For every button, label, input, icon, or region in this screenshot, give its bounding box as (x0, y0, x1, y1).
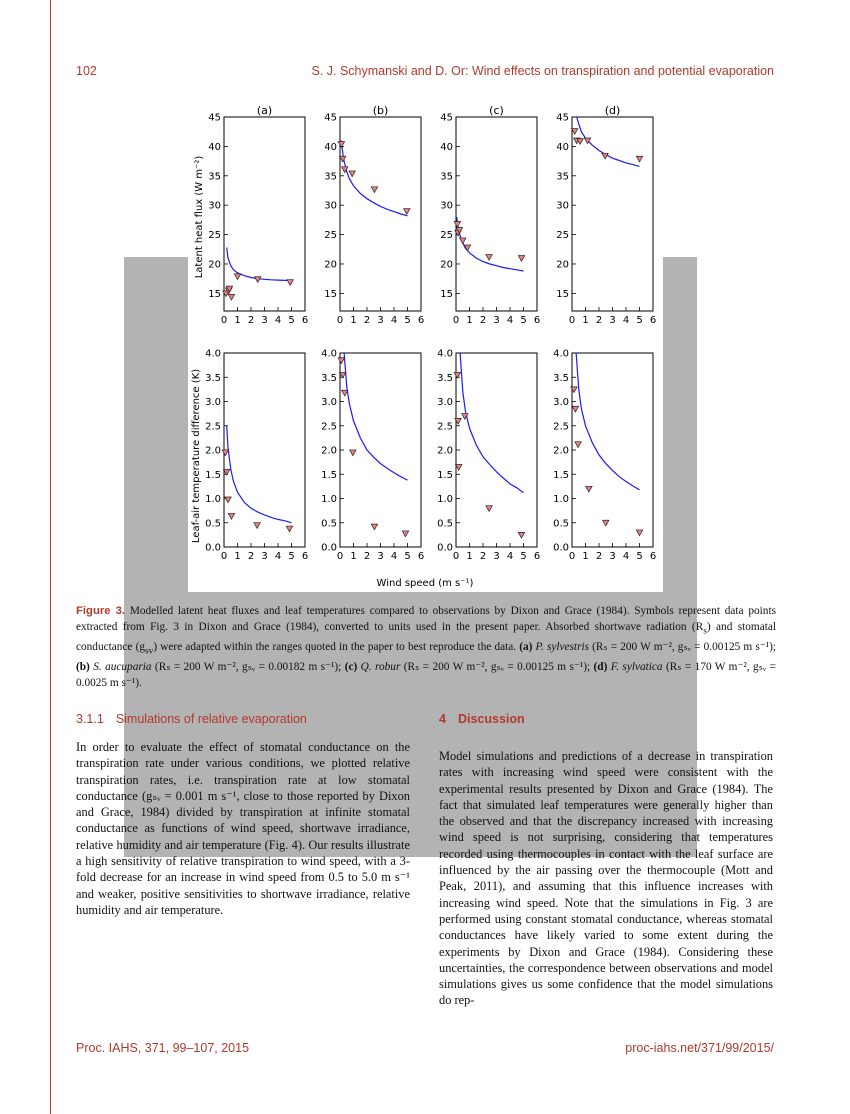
caption-text-2: ) and stomatal conductance (g (76, 620, 776, 653)
y-tick-label: 1.5 (437, 469, 453, 481)
xlabel-wind-speed: Wind speed (m s⁻¹) (376, 578, 474, 589)
y-tick-label: 15 (556, 288, 569, 300)
observation-point (234, 274, 240, 280)
x-tick-label: 0 (568, 551, 576, 562)
y-tick-label: 25 (324, 230, 337, 242)
page-number: 102 (76, 64, 97, 78)
caption-species-a: P. sylvestris (532, 640, 589, 653)
y-tick-label: 3.5 (321, 372, 337, 384)
observation-point (225, 497, 231, 503)
y-tick-label: 4.0 (321, 348, 337, 360)
y-tick-label: 3.5 (205, 372, 221, 384)
caption-species-d: F. sylvatica (607, 660, 663, 673)
figure-caption (76, 604, 776, 691)
y-tick-label: 3.5 (437, 372, 453, 384)
observation-point (404, 209, 410, 215)
observation-point (636, 156, 642, 162)
x-tick-label: 3 (377, 315, 384, 326)
observation-point (255, 277, 261, 283)
caption-species-c: Q. robur (357, 660, 401, 673)
right-paragraph: Model simulations and predictions of a decrease in transpiration rates with increasing wind speed were consistent with the experimental results presented by Dixon and Grace (1984). The fact that simulated leaf temperatures were generally higher than the observed and that the discrepancy increased with increasing wind speed is not surprising, considering that temperatures recorded using thermocouples in contact with the leaf surface are influenced by the air passing over the thermocouple (Mott and Peak, 2011), and assuming that this influence increases with increasing wind speed. Note that the simulations in Fig. 3 are performed using constant stomatal conductance, whereas stomatal conductances have likely varied to some extent during the experiments by Dixon and Grace (1984). Considering these uncertainties, the correspondence between observations and model simulations gives us some confidence that the model simulations do rep- (439, 749, 773, 1008)
y-tick-label: 4.0 (437, 348, 453, 360)
x-tick-label: 1 (466, 315, 473, 326)
x-tick-label: 4 (622, 315, 630, 326)
model-curve (460, 353, 523, 493)
section-title: Simulations of relative evaporation (115, 712, 307, 726)
y-tick-label: 35 (556, 171, 569, 183)
observation-point (603, 520, 609, 526)
x-tick-label: 4 (390, 315, 398, 326)
y-tick-label: 25 (440, 230, 453, 242)
panel-temp-b (321, 349, 424, 563)
y-tick-label: 15 (440, 288, 453, 300)
x-tick-label: 0 (568, 315, 576, 326)
figure-3-plot (188, 100, 663, 592)
y-tick-label: 0.5 (321, 518, 337, 530)
y-tick-label: 40 (440, 141, 453, 153)
x-tick-label: 4 (622, 551, 630, 562)
y-tick-label: 1.5 (553, 469, 569, 481)
y-tick-label: 4.0 (553, 348, 569, 360)
y-tick-label: 0.5 (205, 518, 221, 530)
y-tick-label: 3.0 (321, 397, 337, 408)
left-column (76, 739, 410, 918)
panel-label: (d) (604, 104, 621, 117)
y-tick-label: 35 (324, 171, 337, 183)
y-tick-label: 40 (556, 141, 569, 153)
x-tick-label: 0 (220, 315, 228, 326)
observation-point (371, 524, 377, 530)
y-tick-label: 35 (440, 171, 453, 183)
y-tick-label: 3.5 (553, 372, 569, 384)
x-tick-label: 3 (609, 551, 616, 562)
observation-point (338, 358, 344, 364)
x-tick-label: 5 (288, 315, 295, 326)
observation-point (454, 221, 460, 227)
x-tick-label: 0 (452, 315, 460, 326)
x-tick-label: 4 (390, 551, 398, 562)
panel-latent-c (440, 104, 540, 326)
x-tick-label: 6 (417, 315, 425, 326)
y-tick-label: 45 (208, 112, 221, 124)
observation-point (349, 171, 355, 177)
caption-species-b: S. aucuparia (89, 660, 152, 673)
section-title: Discussion (457, 712, 525, 726)
caption-sub-s: s (703, 626, 707, 637)
footer-url: proc-iahs.net/371/99/2015/ (625, 1041, 774, 1055)
x-tick-label: 3 (261, 315, 268, 326)
x-tick-label: 2 (247, 551, 255, 562)
y-tick-label: 4.0 (205, 348, 221, 360)
x-tick-label: 1 (582, 315, 589, 326)
y-tick-label: 45 (556, 112, 569, 124)
caption-sub-sv: sv (145, 646, 154, 657)
model-curve (341, 141, 407, 216)
y-tick-label: 20 (324, 259, 337, 271)
y-tick-label: 40 (208, 141, 221, 153)
caption-panel-a: (a) (519, 640, 533, 653)
figure-3 (188, 100, 663, 592)
plot-frame (572, 353, 653, 547)
observation-point (228, 294, 234, 300)
x-tick-label: 6 (301, 315, 309, 326)
x-tick-label: 2 (479, 315, 487, 326)
y-tick-label: 3.0 (437, 397, 453, 408)
ylabel-temp-diff: Leaf-air temperature difference (K) (191, 368, 202, 544)
y-tick-label: 1.5 (205, 469, 221, 481)
y-tick-label: 2.5 (437, 421, 453, 433)
y-tick-label: 2.5 (321, 421, 337, 433)
x-tick-label: 6 (649, 315, 657, 326)
x-tick-label: 1 (350, 315, 357, 326)
plot-frame (340, 117, 421, 311)
caption-params-b: (Rₛ = 200 W m⁻², gₛᵥ = 0.00182 m s⁻¹); (151, 660, 345, 673)
right-column (439, 748, 773, 1009)
x-tick-label: 2 (363, 551, 371, 562)
x-tick-label: 6 (301, 551, 309, 562)
x-tick-label: 1 (350, 551, 357, 562)
panel-latent-b (324, 104, 424, 326)
y-tick-label: 30 (324, 200, 337, 212)
y-tick-label: 1.0 (437, 494, 453, 505)
panel-temp-c (437, 349, 540, 563)
panel-latent-a (208, 104, 308, 326)
caption-params-a: (Rₛ = 200 W m⁻², gₛᵥ = 0.00125 m s⁻¹); (589, 640, 776, 653)
x-tick-label: 0 (336, 315, 344, 326)
y-tick-label: 0.0 (321, 542, 337, 554)
x-tick-label: 2 (595, 551, 603, 562)
x-tick-label: 4 (506, 551, 514, 562)
observation-point (222, 450, 228, 456)
observation-point (287, 280, 293, 286)
y-tick-label: 0.5 (553, 518, 569, 530)
x-tick-label: 4 (274, 315, 282, 326)
observation-point (460, 238, 466, 244)
caption-panel-b: (b) (76, 660, 90, 673)
section-heading-4 (439, 712, 525, 726)
x-tick-label: 3 (609, 315, 616, 326)
caption-params-d: (Rₛ = 170 W m⁻², gₛᵥ = 0.0025 m s⁻¹). (76, 660, 776, 689)
section-number: 4 (439, 712, 446, 726)
observation-point (342, 390, 348, 396)
y-tick-label: 1.5 (321, 469, 337, 481)
y-tick-label: 2.0 (321, 445, 337, 457)
y-tick-label: 3.0 (553, 397, 569, 408)
observation-point (371, 187, 377, 193)
x-tick-label: 0 (220, 551, 228, 562)
observation-point (586, 486, 592, 492)
plot-frame (572, 117, 653, 311)
observation-point (350, 450, 356, 456)
y-tick-label: 1.0 (205, 494, 221, 505)
observation-point (518, 532, 524, 538)
observation-point (402, 531, 408, 537)
plot-frame (224, 117, 305, 311)
x-tick-label: 0 (452, 551, 460, 562)
x-tick-label: 5 (520, 315, 527, 326)
y-tick-label: 1.0 (321, 494, 337, 505)
y-tick-label: 2.0 (553, 445, 569, 457)
caption-label: Figure 3. (76, 605, 126, 617)
observation-point (486, 254, 492, 260)
plot-frame (224, 353, 305, 547)
section-heading-3-1-1 (76, 712, 307, 726)
model-curve (576, 353, 639, 490)
y-tick-label: 45 (440, 112, 453, 124)
observation-point (518, 256, 524, 262)
x-tick-label: 6 (533, 551, 541, 562)
x-tick-label: 2 (479, 551, 487, 562)
y-tick-label: 30 (440, 200, 453, 212)
section-number: 3.1.1 (76, 712, 104, 726)
panel-latent-d (556, 104, 656, 326)
caption-text-1: Modelled latent heat fluxes and leaf temperatures compared to observations by Dixon and Grace (1984). Symbols represent data points extracted from Fig. 3 in Dixon and Grace (1984), converted to units used in the present paper. Absorbed shortwave radiation (R (76, 605, 776, 633)
panel-temp-a (205, 349, 308, 563)
y-tick-label: 15 (324, 288, 337, 300)
panel-label: (c) (489, 104, 504, 117)
x-tick-label: 5 (636, 551, 643, 562)
panel-label: (b) (372, 104, 389, 117)
y-tick-label: 3.0 (205, 397, 221, 408)
y-tick-label: 20 (440, 259, 453, 271)
panel-label: (a) (256, 104, 273, 117)
plot-frame (456, 353, 537, 547)
y-tick-label: 40 (324, 141, 337, 153)
y-tick-label: 2.5 (553, 421, 569, 433)
y-tick-label: 45 (324, 112, 337, 124)
x-tick-label: 5 (404, 315, 411, 326)
x-tick-label: 1 (234, 551, 241, 562)
ylabel-latent-heat: Latent heat flux (W m⁻²) (194, 155, 205, 279)
x-tick-label: 3 (493, 315, 500, 326)
y-tick-label: 1.0 (553, 494, 569, 505)
y-tick-label: 25 (208, 230, 221, 242)
caption-panel-c: (c) (344, 660, 358, 673)
x-tick-label: 0 (336, 551, 344, 562)
y-tick-label: 35 (208, 171, 221, 183)
y-tick-label: 30 (208, 200, 221, 212)
y-tick-label: 0.0 (553, 542, 569, 554)
observation-point (286, 526, 292, 532)
y-tick-label: 15 (208, 288, 221, 300)
y-tick-label: 0.0 (437, 542, 453, 554)
x-tick-label: 5 (404, 551, 411, 562)
caption-params-c: (Rₛ = 200 W m⁻², gₛᵥ = 0.00125 m s⁻¹); (400, 660, 594, 673)
x-tick-label: 2 (595, 315, 603, 326)
model-curve (344, 353, 407, 480)
y-tick-label: 2.0 (437, 445, 453, 457)
observation-point (602, 153, 608, 159)
model-curve (457, 217, 524, 271)
observation-point (572, 406, 578, 412)
y-tick-label: 20 (556, 259, 569, 271)
caption-panel-d: (d) (593, 660, 608, 673)
observation-point (228, 513, 234, 519)
x-tick-label: 1 (466, 551, 473, 562)
x-tick-label: 1 (582, 551, 589, 562)
y-tick-label: 0.0 (205, 542, 221, 554)
x-tick-label: 5 (288, 551, 295, 562)
footer-journal: Proc. IAHS, 371, 99–107, 2015 (76, 1041, 250, 1055)
x-tick-label: 5 (520, 551, 527, 562)
x-tick-label: 4 (274, 551, 282, 562)
panel-temp-d (553, 349, 656, 563)
y-tick-label: 0.5 (437, 518, 453, 530)
x-tick-label: 3 (493, 551, 500, 562)
x-tick-label: 2 (247, 315, 255, 326)
observation-point (636, 530, 642, 536)
observation-point (486, 506, 492, 512)
y-tick-label: 25 (556, 230, 569, 242)
x-tick-label: 3 (377, 551, 384, 562)
observation-point (575, 442, 581, 448)
x-tick-label: 2 (363, 315, 371, 326)
y-tick-label: 2.5 (205, 421, 221, 433)
left-paragraph: In order to evaluate the effect of stomatal conductance on the transpiration rate under various conditions, we plotted relative transpiration rates, i.e. transpiration rate at low stomatal conductance (gₛᵥ = 0.001 m s⁻¹, close to those reported by Dixon and Grace, 1984) divided by transpiration at infinite stomatal conductance as functions of wind speed, shortwave irradiance, relative humidity and air temperature (Fig. 4). Our results illustrate a high sensitivity of relative transpiration to wind speed, with a 3-fold decrease for an increase in wind speed from 0.5 to 5.0 m s⁻¹ and weaker, positive sensitivities to shortwave irradiance, relative humidity and air temperature. (76, 740, 410, 917)
y-tick-label: 2.0 (205, 445, 221, 457)
running-title: S. J. Schymanski and D. Or: Wind effects on transpiration and potential evaporation (311, 64, 774, 78)
y-tick-label: 30 (556, 200, 569, 212)
x-tick-label: 4 (506, 315, 514, 326)
y-tick-label: 20 (208, 259, 221, 271)
plot-frame (456, 117, 537, 311)
x-tick-label: 6 (417, 551, 425, 562)
margin-rule (50, 0, 51, 1114)
x-tick-label: 6 (649, 551, 657, 562)
x-tick-label: 3 (261, 551, 268, 562)
x-tick-label: 1 (234, 315, 241, 326)
x-tick-label: 5 (636, 315, 643, 326)
x-tick-label: 6 (533, 315, 541, 326)
observation-point (254, 523, 260, 529)
caption-text-3: ) were adapted within the ranges quoted in the paper to best reproduce the data. (153, 640, 520, 653)
model-curve (227, 426, 292, 523)
